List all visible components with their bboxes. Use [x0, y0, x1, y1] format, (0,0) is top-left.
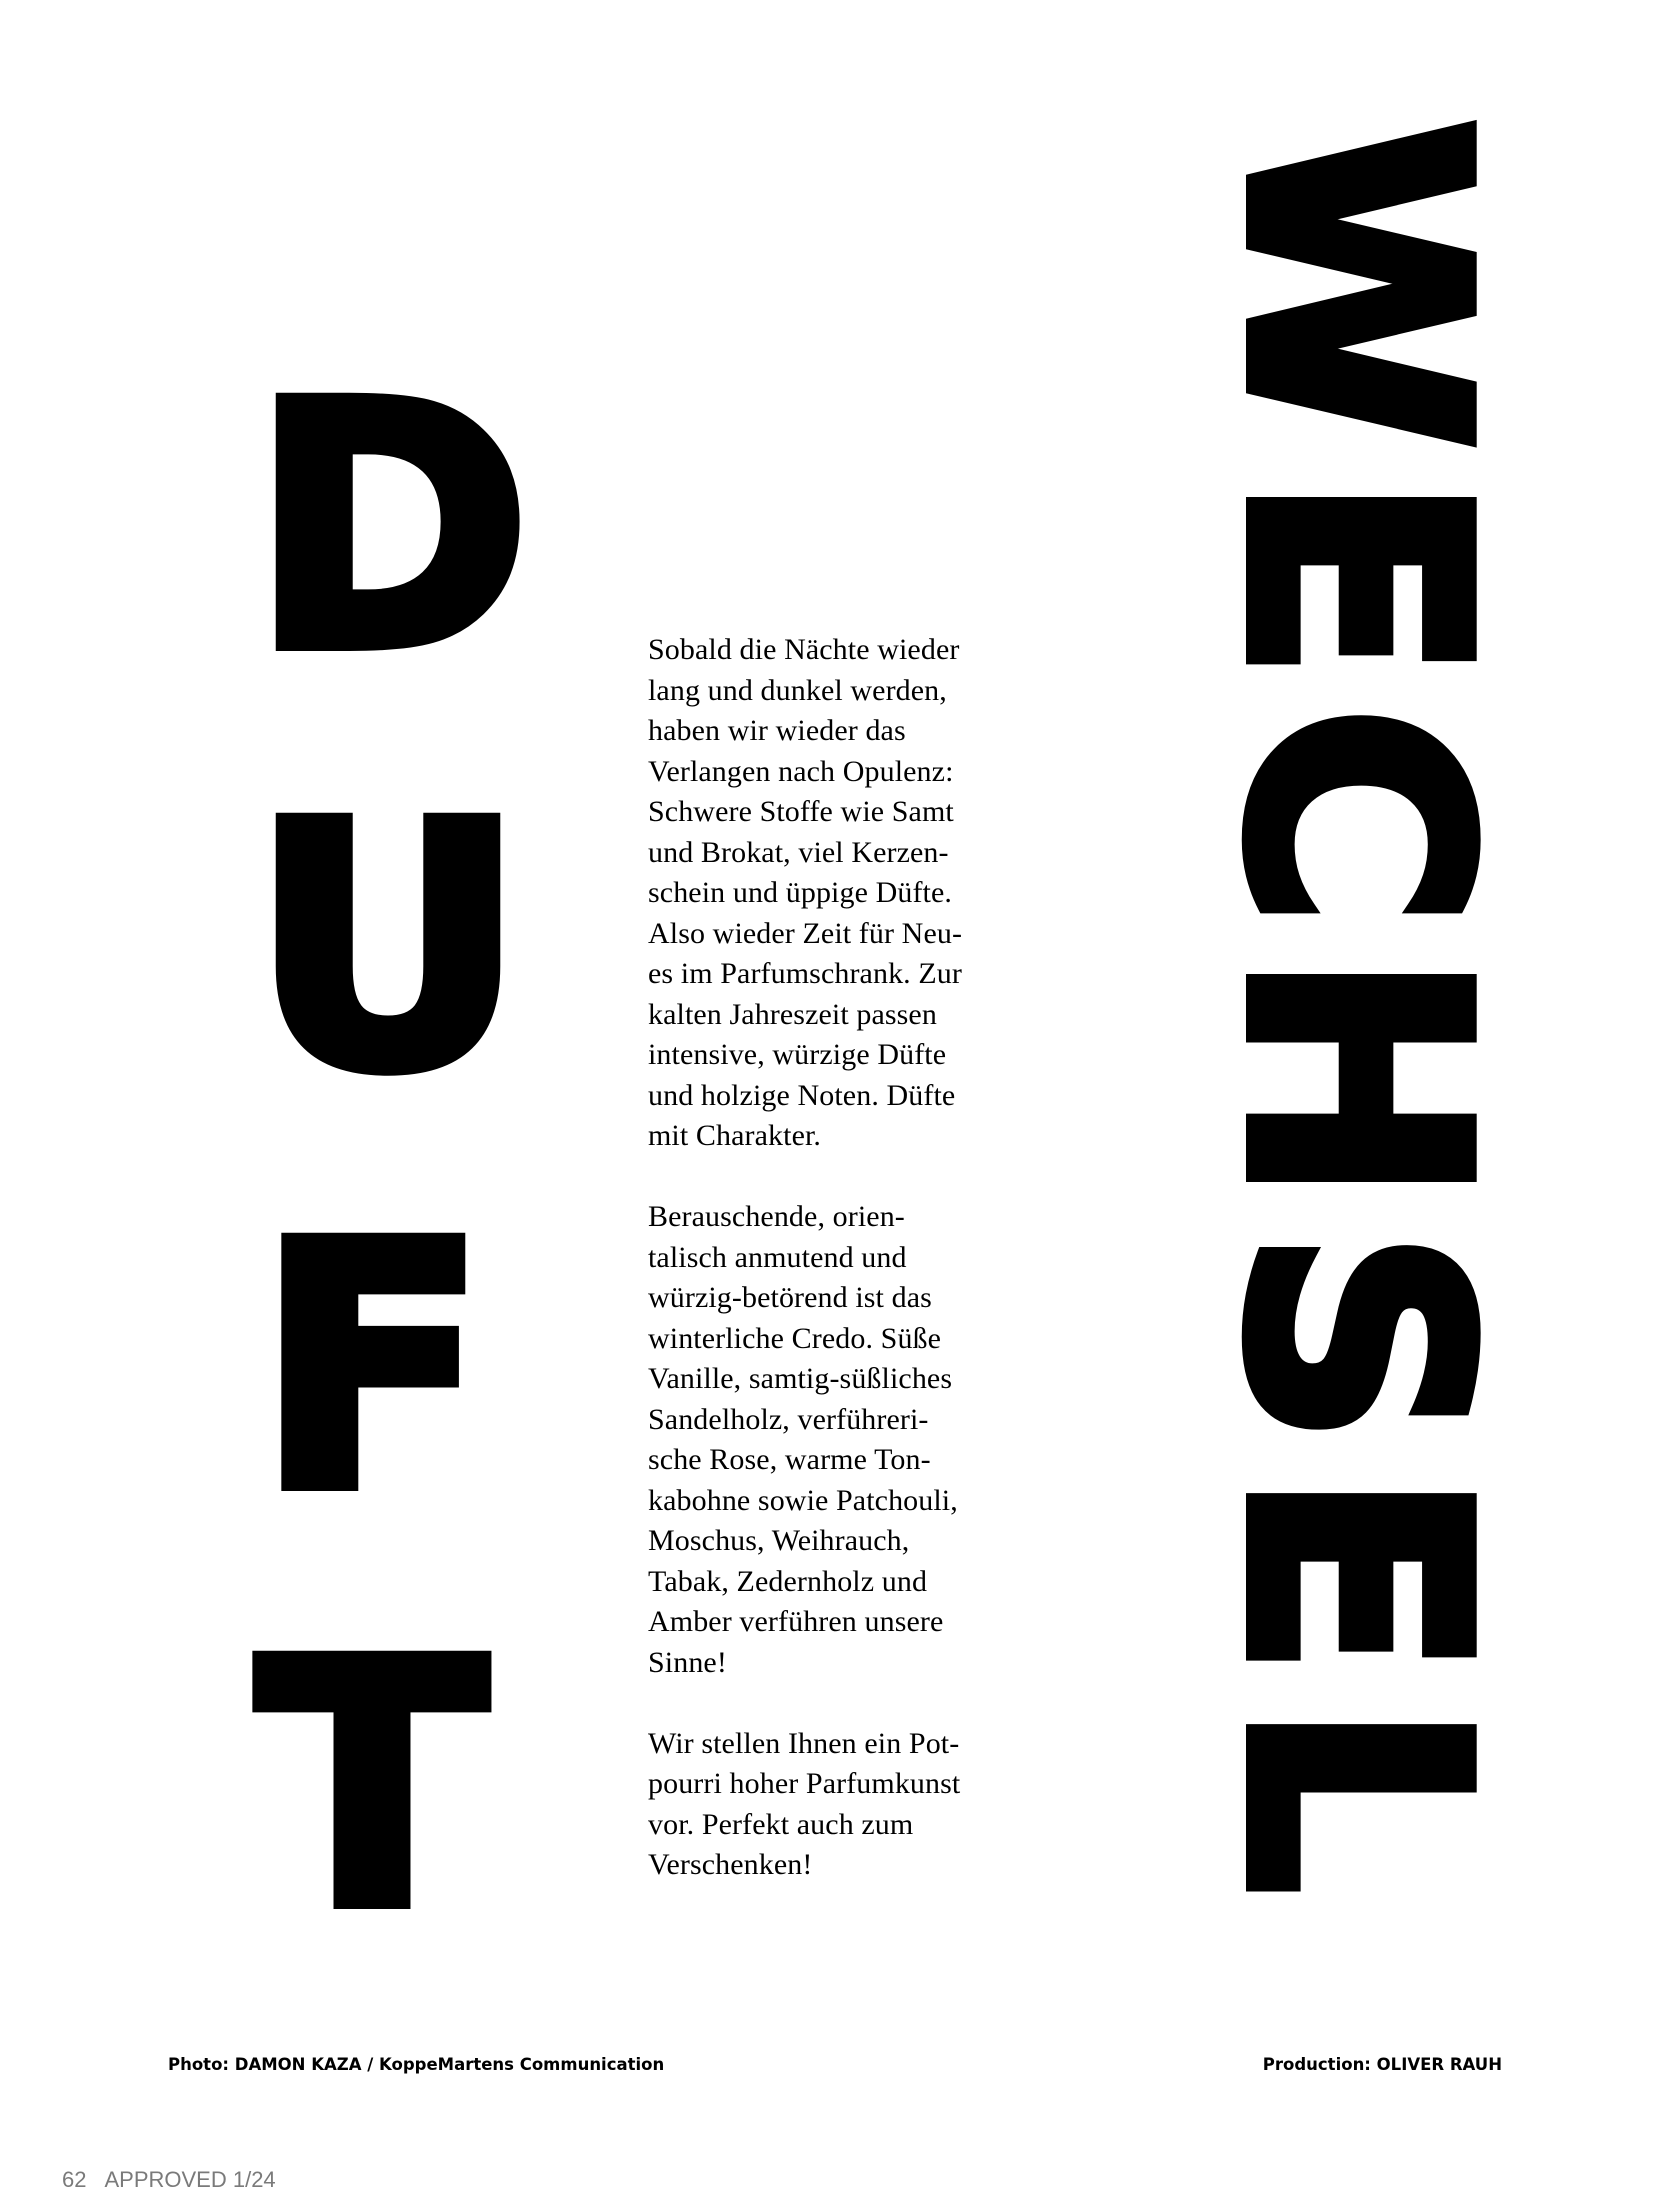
headline-letter-u: U	[252, 754, 525, 1144]
body-paragraph-3: Wir stellen Ihnen ein Pot- pourri hoher Parfumkunst vor. Perfekt auch zum Verschenken!	[648, 1726, 961, 1881]
page-number: 62	[62, 2167, 87, 2192]
body-paragraph-1: Sobald die Nächte wieder lang und dunkel werden, haben wir wieder das Verlangen nach Opulenz: Schwere Stoffe wie Samt und Brokat, viel Kerzen- schein und üppige Düfte. Also wieder Zeit für Neu- es im Parfumschrank. Zur kalten Jahreszeit passen intensive, würzige Düfte und holzige Noten. Düfte mit Charakter.	[648, 633, 963, 1152]
page-footer	[62, 2167, 276, 2193]
headline-wechsel: WECHSEL	[1181, 118, 1530, 1920]
headline-duft	[252, 334, 531, 1982]
headline-letter-f: F	[257, 1174, 487, 1564]
headline-letter-t: T	[257, 1592, 487, 1982]
headline-wechsel-container	[1181, 118, 1530, 1920]
body-paragraph-2: Berauschende, orien- talisch anmutend und würzig-betörend ist das winterliche Credo. Süße Vanille, samtig-süßliches Sandelholz, verführeri- sche Rose, warme Ton- kabohne sowie Patchouli, Moschus, Weihrauch, Tabak, Zedernholz und Amber verführen unsere Sinne!	[648, 1200, 958, 1679]
headline-letter-d: D	[252, 334, 531, 724]
photo-credit: Photo: DAMON KAZA / KoppeMartens Communication	[168, 2055, 665, 2074]
production-credit: Production: OLIVER RAUH	[1262, 2055, 1502, 2074]
article-body	[648, 630, 1028, 1926]
issue-label: APPROVED 1/24	[104, 2167, 276, 2192]
